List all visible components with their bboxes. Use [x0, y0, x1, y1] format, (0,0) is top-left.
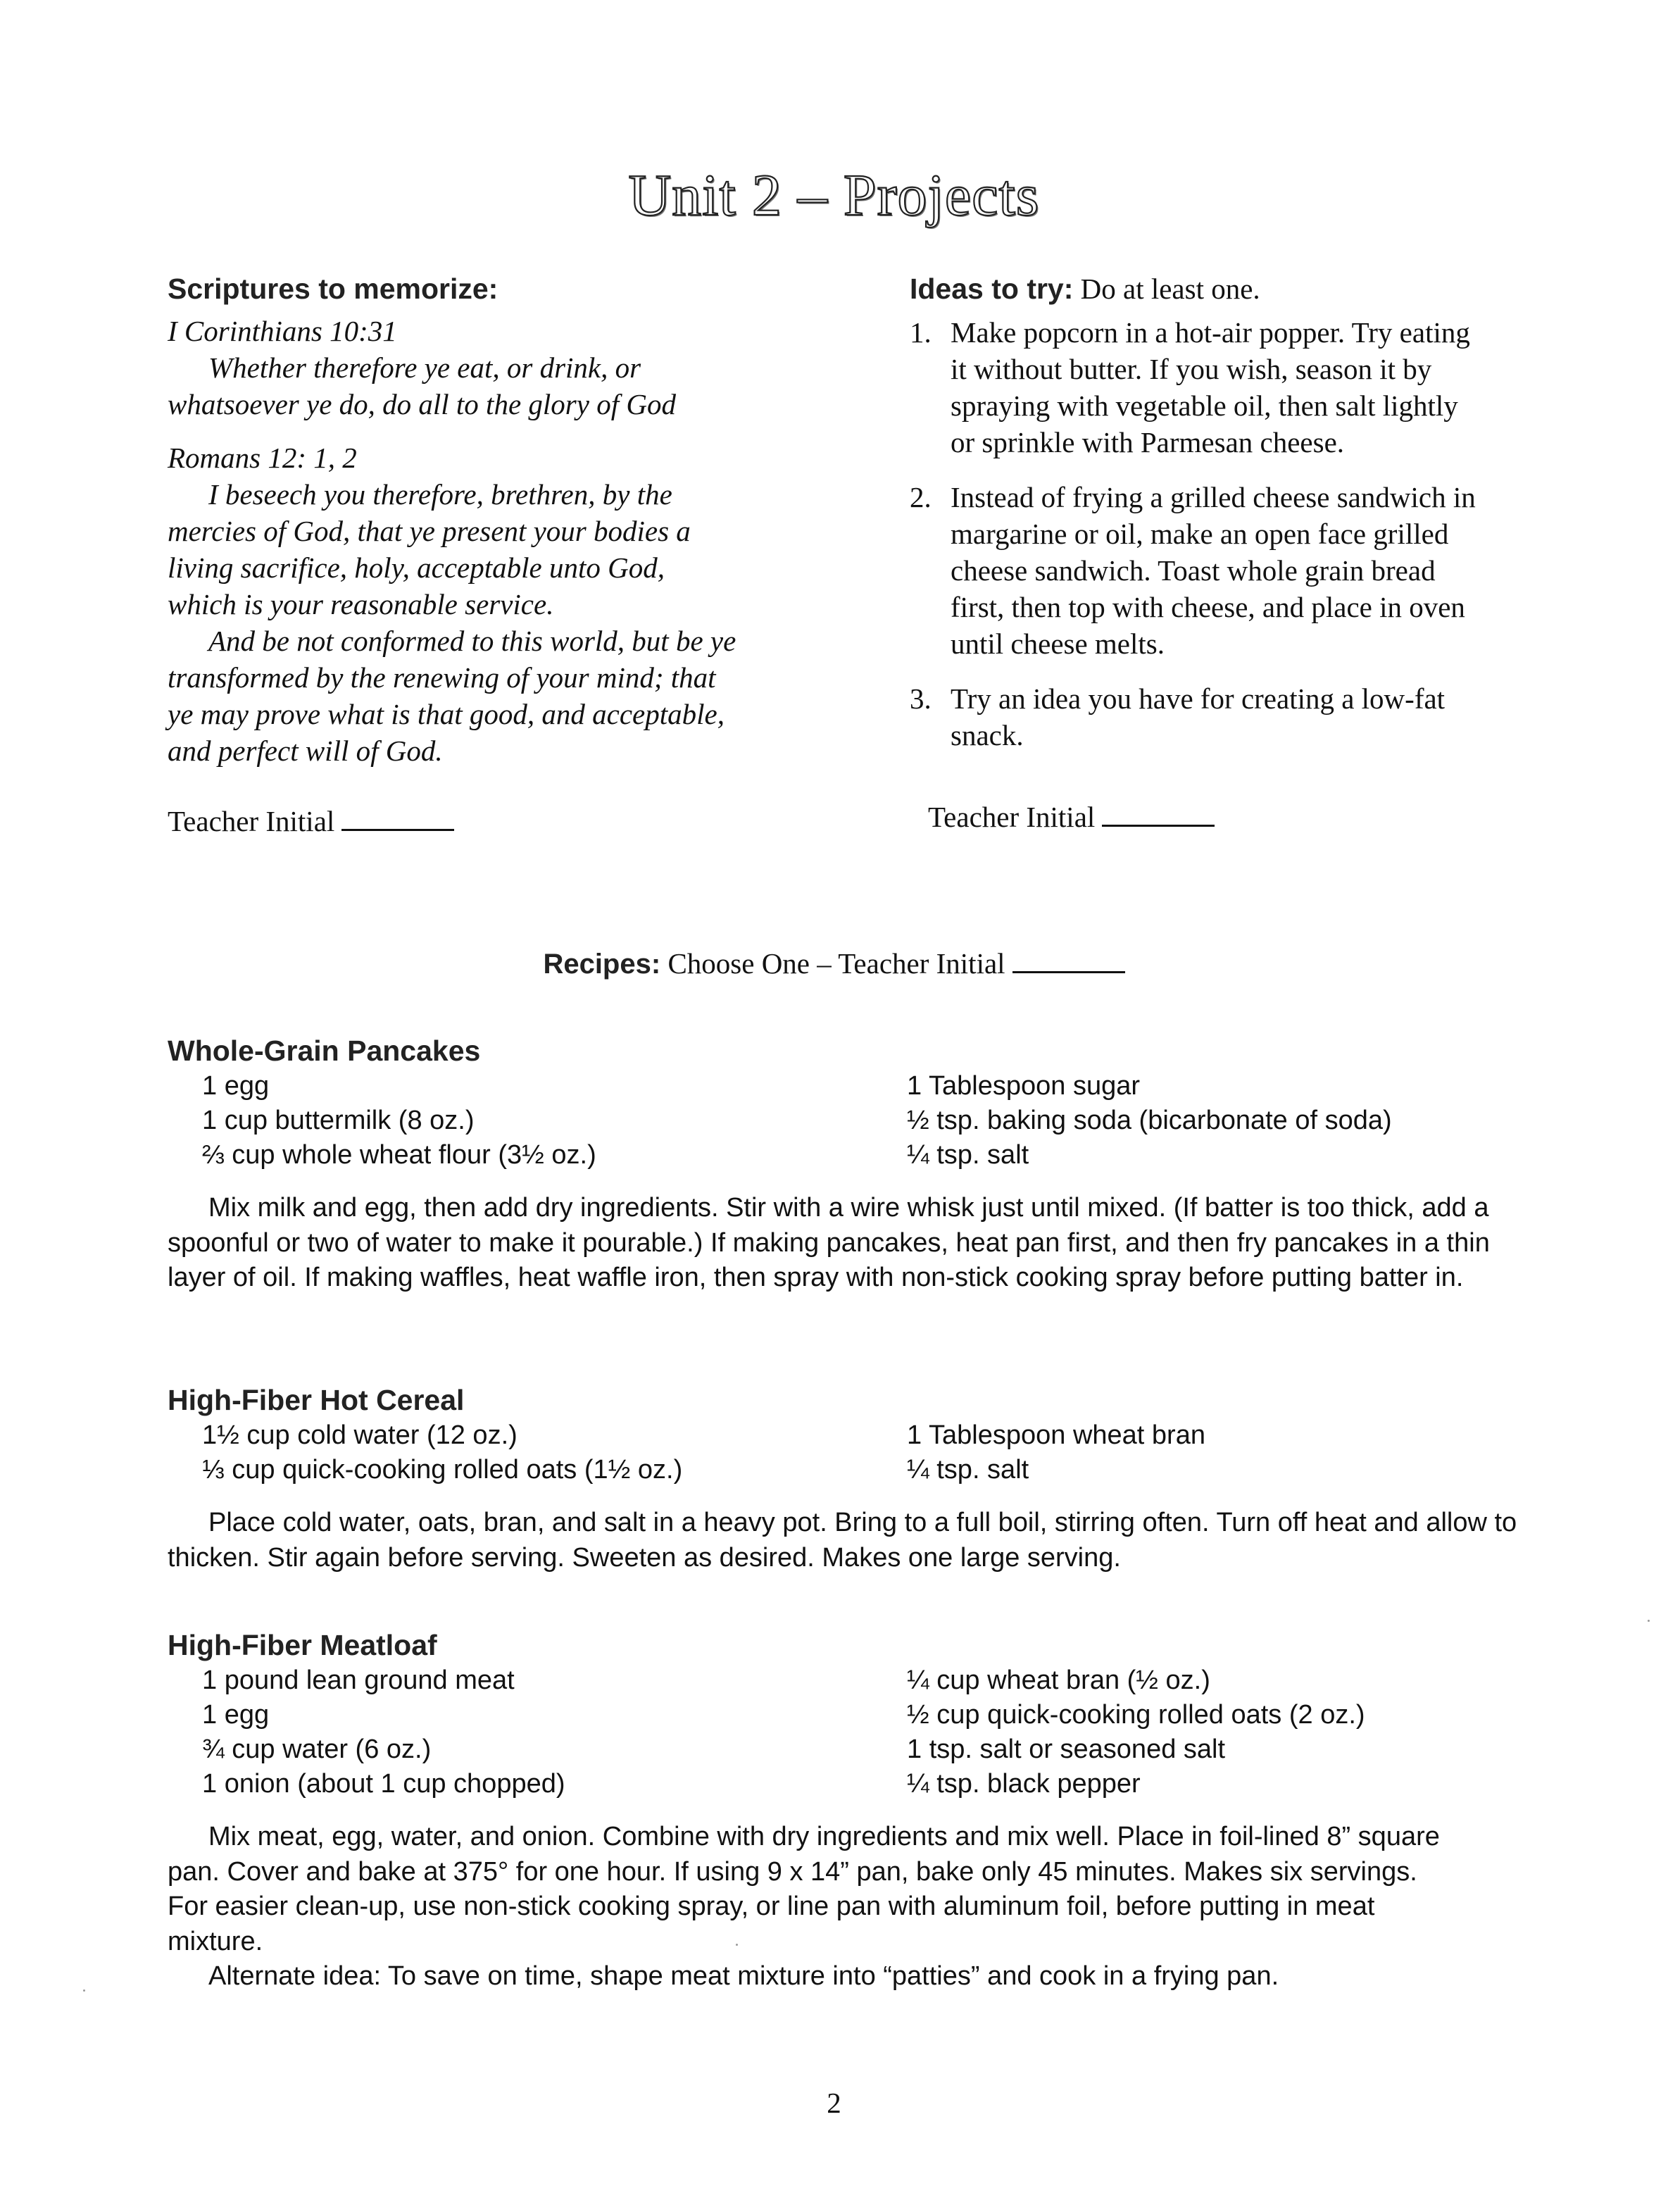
scripture-reference: I Corinthians 10:31: [168, 315, 397, 347]
idea-line: margarine or oil, make an open face grilled: [951, 518, 1449, 550]
idea-number: 1.: [910, 316, 932, 349]
recipes-heading: Recipes:: [543, 949, 661, 980]
idea-number: 3.: [910, 682, 932, 715]
ingredient: 1 cup buttermilk (8 oz.): [202, 1106, 475, 1135]
scripture-line: ye may prove what is that good, and acceptable,: [168, 698, 725, 730]
scripture-passage: [168, 313, 844, 423]
idea-line: until cheese melts.: [951, 627, 1165, 660]
scripture-line: which is your reasonable service.: [168, 588, 554, 620]
scan-speck: [736, 1944, 738, 1946]
scripture-line: transformed by the renewing of your mind; that: [168, 661, 716, 694]
ideas-teacher-initial: [928, 800, 1215, 834]
recipe-title: High-Fiber Hot Cereal: [168, 1384, 465, 1416]
ingredient: 1 tsp. salt or seasoned salt: [907, 1735, 1226, 1764]
idea-line: or sprinkle with Parmesan cheese.: [951, 426, 1345, 458]
ingredient: ¼ cup wheat bran (½ oz.): [907, 1666, 1210, 1695]
recipes-header: [0, 944, 1668, 990]
idea-item: [910, 479, 1543, 662]
directions-paragraph: Alternate idea: To save on time, shape meat mixture into “patties” and cook in a frying pan.: [208, 1961, 1279, 1991]
teacher-initial-label: Teacher Initial: [928, 801, 1096, 833]
recipe-whole-grain-pancakes: [168, 1032, 1526, 1296]
scripture-reference: Romans 12: 1, 2: [168, 442, 357, 474]
page-number: 2: [827, 2087, 841, 2119]
scripture-line: and perfect will of God.: [168, 735, 443, 767]
scripture-line: I beseech you therefore, brethren, by the: [208, 478, 672, 511]
scriptures-section: [168, 266, 844, 769]
teacher-initial-blank[interactable]: [1012, 950, 1125, 973]
scriptures-teacher-initial: [168, 804, 454, 838]
ingredient: ¾ cup water (6 oz.): [202, 1735, 432, 1764]
ingredient: 1 egg: [202, 1071, 270, 1101]
ingredient: ½ cup quick-cooking rolled oats (2 oz.): [907, 1700, 1365, 1730]
recipe-directions: [168, 1191, 1526, 1296]
directions-paragraph: Mix meat, egg, water, and onion. Combine with dry ingredients and mix well. Place in foil-lined 8” square pan. Cover and bake at 375° for one hour. If using 9 x 14” pan, bake only 45 minutes. Makes six servings. For easier clean-up, use non-stick cooking spray, or line pan with aluminum foil, before putting in meat mixture.: [168, 1822, 1440, 1956]
idea-line: Try an idea you have for creating a low-fat: [951, 682, 1446, 715]
idea-line: Instead of frying a grilled cheese sandwich in: [951, 481, 1476, 513]
ingredient: ¼ tsp. salt: [907, 1455, 1029, 1485]
ingredient: ¼ tsp. black pepper: [907, 1769, 1141, 1799]
directions-paragraph: Place cold water, oats, bran, and salt in a heavy pot. Bring to a full boil, stirring often. Turn off heat and allow to thicken. Stir again before serving. Sweeten as desired. Makes one large serving.: [168, 1508, 1517, 1573]
ingredient: ¼ tsp. salt: [907, 1140, 1029, 1170]
ingredient-list: [168, 1069, 1526, 1173]
ingredient: 1½ cup cold water (12 oz.): [202, 1420, 518, 1450]
recipe-title: Whole-Grain Pancakes: [168, 1035, 481, 1067]
recipe-high-fiber-meatloaf: [168, 1627, 1526, 1994]
ingredient: 1 pound lean ground meat: [202, 1666, 515, 1695]
ingredient: 1 Tablespoon wheat bran: [907, 1420, 1205, 1450]
idea-number: 2.: [910, 481, 932, 513]
ideas-heading-line: [910, 266, 1543, 311]
recipes-instruction: Choose One – Teacher Initial: [660, 947, 1005, 980]
ingredient: ⅓ cup quick-cooking rolled oats (1½ oz.): [202, 1455, 683, 1485]
scripture-line: living sacrifice, holy, acceptable unto God,: [168, 551, 665, 584]
scripture-line: Whether therefore ye eat, or drink, or: [208, 351, 641, 384]
idea-line: spraying with vegetable oil, then salt lightly: [951, 389, 1458, 422]
ingredient-list: [168, 1418, 1526, 1487]
scripture-line: And be not conformed to this world, but be ye: [208, 625, 736, 657]
teacher-initial-label: Teacher Initial: [168, 805, 335, 837]
ideas-heading: Ideas to try:: [910, 273, 1074, 305]
idea-line: it without butter. If you wish, season it by: [951, 353, 1432, 385]
ingredient: ⅔ cup whole wheat flour (3½ oz.): [202, 1140, 596, 1170]
recipe-directions: [168, 1820, 1463, 1994]
idea-line: snack.: [951, 719, 1024, 751]
ingredient-list: [168, 1663, 1526, 1801]
ideas-section: [910, 266, 1543, 754]
recipe-high-fiber-hot-cereal: [168, 1382, 1526, 1575]
recipe-title: High-Fiber Meatloaf: [168, 1629, 437, 1661]
scripture-line: mercies of God, that ye present your bodies a: [168, 515, 691, 547]
page-title: Unit 2 – Projects: [628, 163, 1040, 228]
ideas-subheading: Do at least one.: [1073, 273, 1260, 305]
ingredient: 1 Tablespoon sugar: [907, 1071, 1140, 1101]
scripture-passage: [168, 439, 844, 769]
scripture-line: whatsoever ye do, do all to the glory of God: [168, 388, 676, 420]
teacher-initial-blank[interactable]: [1102, 804, 1215, 827]
scriptures-heading: Scriptures to memorize:: [168, 273, 498, 305]
ingredient: 1 egg: [202, 1700, 270, 1730]
scan-speck: [83, 1989, 85, 1992]
directions-paragraph: Mix milk and egg, then add dry ingredients. Stir with a wire whisk just until mixed. (If batter is too thick, add a spoonful or two of water to make it pourable.) If making pancakes, heat pan first, and then fry pancakes in a thin layer of oil. If making waffles, heat waffle iron, then spray with non-stick cooking spray before putting batter in.: [168, 1193, 1490, 1292]
teacher-initial-blank[interactable]: [341, 808, 454, 831]
idea-line: first, then top with cheese, and place in oven: [951, 591, 1465, 623]
scan-speck: [1648, 1620, 1650, 1622]
ingredient: ½ tsp. baking soda (bicarbonate of soda): [907, 1106, 1392, 1135]
idea-item: [910, 680, 1543, 754]
ingredient: 1 onion (about 1 cup chopped): [202, 1769, 565, 1799]
idea-line: cheese sandwich. Toast whole grain bread: [951, 554, 1436, 587]
idea-line: Make popcorn in a hot-air popper. Try eating: [951, 316, 1470, 349]
recipe-directions: [168, 1506, 1526, 1575]
idea-item: [910, 314, 1543, 461]
